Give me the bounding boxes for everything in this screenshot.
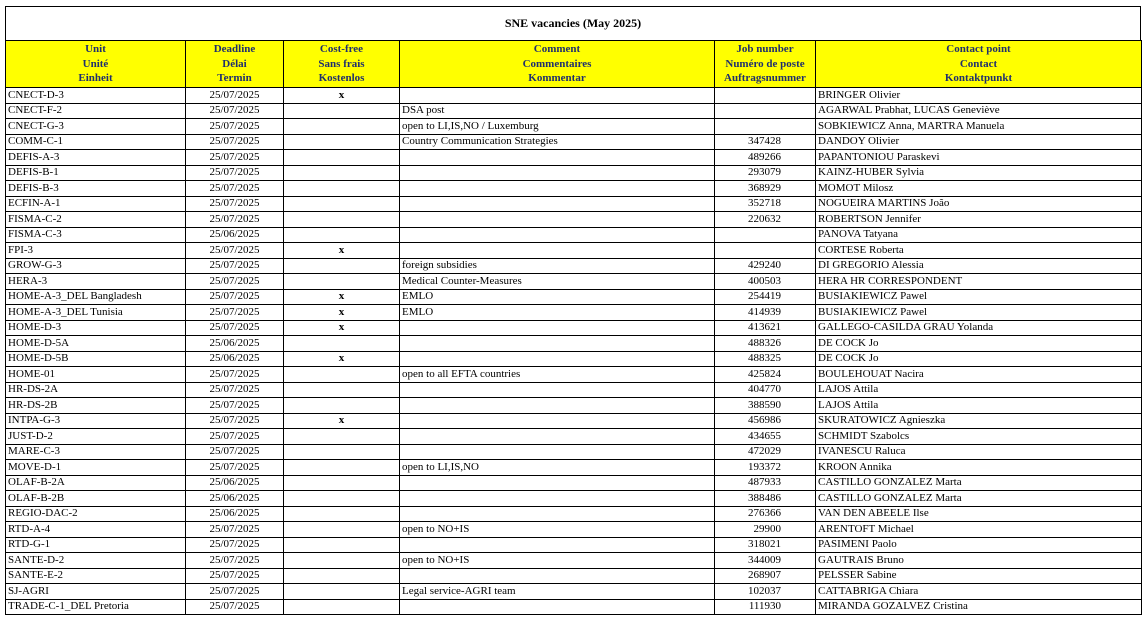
cell-comment (400, 429, 715, 445)
cell-contact: HERA HR CORRESPONDENT (816, 274, 1142, 290)
cell-job-number: 429240 (715, 258, 816, 274)
table-row (6, 181, 1142, 197)
cell-cost-free (284, 196, 400, 212)
cell-deadline: 25/07/2025 (186, 258, 284, 274)
cell-comment (400, 336, 715, 352)
table-row (6, 398, 1142, 414)
cell-deadline: 25/06/2025 (186, 506, 284, 522)
cell-cost-free (284, 367, 400, 383)
cell-job-number: 254419 (715, 289, 816, 305)
table-row (6, 584, 1142, 600)
cell-contact: CATTABRIGA Chiara (816, 584, 1142, 600)
cell-job-number: 293079 (715, 165, 816, 181)
cell-contact: DANDOY Olivier (816, 134, 1142, 150)
cell-comment (400, 88, 715, 104)
cell-comment (400, 398, 715, 414)
table-row (6, 103, 1142, 119)
cell-comment: EMLO (400, 305, 715, 321)
cell-job-number: 404770 (715, 382, 816, 398)
cell-comment (400, 150, 715, 166)
cell-comment: open to LI,IS,NO (400, 460, 715, 476)
cell-job-number: 220632 (715, 212, 816, 228)
cell-job-number: 347428 (715, 134, 816, 150)
cell-comment: Country Communication Strategies (400, 134, 715, 150)
cell-unit: CNECT-D-3 (6, 88, 186, 104)
cell-job-number: 472029 (715, 444, 816, 460)
cell-comment: Legal service-AGRI team (400, 584, 715, 600)
table-row (6, 336, 1142, 352)
cell-job-number: 388590 (715, 398, 816, 414)
cell-contact: DE COCK Jo (816, 336, 1142, 352)
cell-cost-free: x (284, 320, 400, 336)
cell-cost-free (284, 150, 400, 166)
cell-contact: PASIMENI Paolo (816, 537, 1142, 553)
cell-deadline: 25/07/2025 (186, 181, 284, 197)
cell-deadline: 25/07/2025 (186, 119, 284, 135)
cell-job-number: 434655 (715, 429, 816, 445)
header-unit: Unit Unité Einheit (6, 41, 186, 88)
header-contact-point: Contact point Contact Kontaktpunkt (816, 41, 1142, 88)
cell-unit: SANTE-E-2 (6, 568, 186, 584)
cell-contact: PELSSER Sabine (816, 568, 1142, 584)
cell-comment (400, 475, 715, 491)
cell-unit: HOME-D-3 (6, 320, 186, 336)
cell-deadline: 25/07/2025 (186, 320, 284, 336)
cell-contact: GALLEGO-CASILDA GRAU Yolanda (816, 320, 1142, 336)
cell-comment: EMLO (400, 289, 715, 305)
cell-job-number (715, 119, 816, 135)
cell-deadline: 25/07/2025 (186, 165, 284, 181)
cell-cost-free: x (284, 413, 400, 429)
cell-comment: open to LI,IS,NO / Luxemburg (400, 119, 715, 135)
cell-deadline: 25/07/2025 (186, 103, 284, 119)
table-row (6, 258, 1142, 274)
cell-cost-free (284, 181, 400, 197)
cell-cost-free (284, 568, 400, 584)
table-row (6, 599, 1142, 615)
cell-cost-free (284, 258, 400, 274)
cell-job-number: 276366 (715, 506, 816, 522)
cell-contact: PANOVA Tatyana (816, 227, 1142, 243)
cell-job-number: 268907 (715, 568, 816, 584)
cell-deadline: 25/07/2025 (186, 553, 284, 569)
table-row (6, 537, 1142, 553)
cell-unit: RTD-G-1 (6, 537, 186, 553)
cell-cost-free: x (284, 351, 400, 367)
cell-deadline: 25/07/2025 (186, 243, 284, 259)
cell-unit: COMM-C-1 (6, 134, 186, 150)
cell-job-number: 489266 (715, 150, 816, 166)
cell-unit: DEFIS-B-1 (6, 165, 186, 181)
vacancies-table (5, 40, 1142, 615)
cell-contact: CASTILLO GONZALEZ Marta (816, 491, 1142, 507)
cell-comment: open to NO+IS (400, 522, 715, 538)
cell-unit: DEFIS-A-3 (6, 150, 186, 166)
cell-contact: SKURATOWICZ Agnieszka (816, 413, 1142, 429)
cell-contact: VAN DEN ABEELE Ilse (816, 506, 1142, 522)
cell-cost-free: x (284, 289, 400, 305)
cell-unit: HR-DS-2A (6, 382, 186, 398)
cell-comment (400, 227, 715, 243)
cell-cost-free: x (284, 243, 400, 259)
cell-deadline: 25/07/2025 (186, 599, 284, 615)
cell-deadline: 25/07/2025 (186, 568, 284, 584)
cell-cost-free (284, 336, 400, 352)
cell-unit: ECFIN-A-1 (6, 196, 186, 212)
cell-comment: open to NO+IS (400, 553, 715, 569)
cell-contact: BRINGER Olivier (816, 88, 1142, 104)
cell-contact: BUSIAKIEWICZ Pawel (816, 289, 1142, 305)
cell-cost-free (284, 165, 400, 181)
cell-comment (400, 382, 715, 398)
table-row (6, 506, 1142, 522)
cell-deadline: 25/07/2025 (186, 444, 284, 460)
cell-job-number: 456986 (715, 413, 816, 429)
table-row (6, 367, 1142, 383)
table-row (6, 119, 1142, 135)
cell-job-number: 318021 (715, 537, 816, 553)
cell-cost-free (284, 398, 400, 414)
table-row (6, 413, 1142, 429)
table-row (6, 522, 1142, 538)
cell-unit: REGIO-DAC-2 (6, 506, 186, 522)
cell-contact: KAINZ-HUBER Sylvia (816, 165, 1142, 181)
cell-contact: LAJOS Attila (816, 382, 1142, 398)
cell-unit: OLAF-B-2B (6, 491, 186, 507)
cell-comment (400, 196, 715, 212)
cell-job-number: 102037 (715, 584, 816, 600)
cell-contact: GAUTRAIS Bruno (816, 553, 1142, 569)
cell-deadline: 25/07/2025 (186, 289, 284, 305)
cell-job-number: 488326 (715, 336, 816, 352)
cell-deadline: 25/07/2025 (186, 429, 284, 445)
cell-comment (400, 568, 715, 584)
table-row (6, 568, 1142, 584)
cell-contact: PAPANTONIOU Paraskevi (816, 150, 1142, 166)
cell-cost-free (284, 274, 400, 290)
cell-cost-free (284, 506, 400, 522)
cell-deadline: 25/07/2025 (186, 274, 284, 290)
cell-contact: MIRANDA GOZALVEZ Cristina (816, 599, 1142, 615)
cell-job-number: 111930 (715, 599, 816, 615)
cell-deadline: 25/06/2025 (186, 491, 284, 507)
table-row (6, 491, 1142, 507)
sheet-title: SNE vacancies (May 2025) (5, 6, 1141, 40)
cell-comment (400, 243, 715, 259)
cell-cost-free: x (284, 305, 400, 321)
cell-cost-free (284, 444, 400, 460)
cell-comment (400, 212, 715, 228)
cell-contact: LAJOS Attila (816, 398, 1142, 414)
cell-comment (400, 537, 715, 553)
table-row (6, 165, 1142, 181)
cell-contact: ARENTOFT Michael (816, 522, 1142, 538)
table-row (6, 429, 1142, 445)
cell-unit: GROW-G-3 (6, 258, 186, 274)
cell-cost-free (284, 119, 400, 135)
cell-unit: SJ-AGRI (6, 584, 186, 600)
cell-unit: RTD-A-4 (6, 522, 186, 538)
cell-deadline: 25/07/2025 (186, 196, 284, 212)
cell-job-number: 487933 (715, 475, 816, 491)
cell-comment (400, 599, 715, 615)
cell-contact: DI GREGORIO Alessia (816, 258, 1142, 274)
cell-job-number: 193372 (715, 460, 816, 476)
cell-comment (400, 165, 715, 181)
cell-contact: CORTESE Roberta (816, 243, 1142, 259)
cell-unit: HR-DS-2B (6, 398, 186, 414)
cell-cost-free (284, 429, 400, 445)
cell-deadline: 25/06/2025 (186, 475, 284, 491)
cell-deadline: 25/07/2025 (186, 460, 284, 476)
cell-cost-free (284, 491, 400, 507)
cell-unit: SANTE-D-2 (6, 553, 186, 569)
cell-deadline: 25/07/2025 (186, 522, 284, 538)
cell-deadline: 25/07/2025 (186, 398, 284, 414)
cell-unit: HERA-3 (6, 274, 186, 290)
cell-contact: ROBERTSON Jennifer (816, 212, 1142, 228)
table-row (6, 150, 1142, 166)
cell-cost-free (284, 227, 400, 243)
cell-unit: OLAF-B-2A (6, 475, 186, 491)
cell-unit: DEFIS-B-3 (6, 181, 186, 197)
cell-comment: DSA post (400, 103, 715, 119)
cell-comment (400, 506, 715, 522)
cell-job-number: 352718 (715, 196, 816, 212)
cell-unit: HOME-A-3_DEL Tunisia (6, 305, 186, 321)
cell-contact: NOGUEIRA MARTINS João (816, 196, 1142, 212)
cell-deadline: 25/07/2025 (186, 134, 284, 150)
cell-unit: TRADE-C-1_DEL Pretoria (6, 599, 186, 615)
cell-unit: MOVE-D-1 (6, 460, 186, 476)
cell-cost-free (284, 553, 400, 569)
cell-job-number: 344009 (715, 553, 816, 569)
cell-cost-free (284, 134, 400, 150)
cell-comment (400, 351, 715, 367)
cell-deadline: 25/07/2025 (186, 413, 284, 429)
cell-cost-free (284, 212, 400, 228)
table-row (6, 553, 1142, 569)
cell-deadline: 25/07/2025 (186, 150, 284, 166)
cell-unit: CNECT-F-2 (6, 103, 186, 119)
cell-unit: FISMA-C-2 (6, 212, 186, 228)
header-cost-free: Cost-free Sans frais Kostenlos (284, 41, 400, 88)
cell-job-number: 400503 (715, 274, 816, 290)
cell-unit: FPI-3 (6, 243, 186, 259)
cell-cost-free (284, 522, 400, 538)
cell-job-number: 488325 (715, 351, 816, 367)
cell-comment: Medical Counter-Measures (400, 274, 715, 290)
cell-unit: HOME-D-5A (6, 336, 186, 352)
cell-deadline: 25/06/2025 (186, 336, 284, 352)
cell-comment (400, 491, 715, 507)
cell-job-number: 425824 (715, 367, 816, 383)
header-comment: Comment Commentaires Kommentar (400, 41, 715, 88)
cell-job-number: 388486 (715, 491, 816, 507)
cell-job-number: 29900 (715, 522, 816, 538)
cell-deadline: 25/07/2025 (186, 305, 284, 321)
cell-deadline: 25/07/2025 (186, 88, 284, 104)
cell-contact: KROON Annika (816, 460, 1142, 476)
cell-contact: SCHMIDT Szabolcs (816, 429, 1142, 445)
cell-job-number (715, 243, 816, 259)
cell-contact: BUSIAKIEWICZ Pawel (816, 305, 1142, 321)
cell-cost-free (284, 103, 400, 119)
cell-comment (400, 413, 715, 429)
cell-contact: IVANESCU Raluca (816, 444, 1142, 460)
cell-job-number (715, 227, 816, 243)
table-row (6, 460, 1142, 476)
cell-cost-free (284, 537, 400, 553)
table-row (6, 134, 1142, 150)
cell-deadline: 25/07/2025 (186, 367, 284, 383)
cell-deadline: 25/07/2025 (186, 212, 284, 228)
cell-cost-free (284, 584, 400, 600)
cell-contact: BOULEHOUAT Nacira (816, 367, 1142, 383)
cell-deadline: 25/06/2025 (186, 351, 284, 367)
cell-contact: MOMOT Milosz (816, 181, 1142, 197)
table-row (6, 227, 1142, 243)
header-row (6, 41, 1142, 88)
cell-comment: foreign subsidies (400, 258, 715, 274)
cell-unit: FISMA-C-3 (6, 227, 186, 243)
cell-unit: JUST-D-2 (6, 429, 186, 445)
cell-cost-free (284, 599, 400, 615)
table-row (6, 212, 1142, 228)
cell-comment (400, 181, 715, 197)
cell-contact: SOBKIEWICZ Anna, MARTRA Manuela (816, 119, 1142, 135)
cell-cost-free: x (284, 88, 400, 104)
cell-job-number (715, 103, 816, 119)
cell-unit: INTPA-G-3 (6, 413, 186, 429)
cell-cost-free (284, 382, 400, 398)
table-row (6, 382, 1142, 398)
header-deadline: Deadline Délai Termin (186, 41, 284, 88)
cell-contact: DE COCK Jo (816, 351, 1142, 367)
cell-job-number: 368929 (715, 181, 816, 197)
table-row (6, 320, 1142, 336)
cell-job-number (715, 88, 816, 104)
table-row (6, 88, 1142, 104)
cell-deadline: 25/07/2025 (186, 584, 284, 600)
vacancies-sheet (5, 6, 1141, 615)
cell-unit: HOME-01 (6, 367, 186, 383)
cell-comment: open to all EFTA countries (400, 367, 715, 383)
cell-unit: CNECT-G-3 (6, 119, 186, 135)
header-job-number: Job number Numéro de poste Auftragsnummer (715, 41, 816, 88)
cell-unit: HOME-D-5B (6, 351, 186, 367)
table-row (6, 274, 1142, 290)
cell-deadline: 25/06/2025 (186, 227, 284, 243)
cell-deadline: 25/07/2025 (186, 382, 284, 398)
cell-unit: HOME-A-3_DEL Bangladesh (6, 289, 186, 305)
table-row (6, 196, 1142, 212)
table-row (6, 475, 1142, 491)
table-row (6, 243, 1142, 259)
cell-contact: CASTILLO GONZALEZ Marta (816, 475, 1142, 491)
table-body (6, 88, 1142, 615)
table-row (6, 289, 1142, 305)
cell-cost-free (284, 460, 400, 476)
cell-job-number: 414939 (715, 305, 816, 321)
cell-comment (400, 320, 715, 336)
cell-unit: MARE-C-3 (6, 444, 186, 460)
table-row (6, 305, 1142, 321)
table-row (6, 444, 1142, 460)
cell-contact: AGARWAL Prabhat, LUCAS Geneviève (816, 103, 1142, 119)
table-row (6, 351, 1142, 367)
cell-comment (400, 444, 715, 460)
cell-cost-free (284, 475, 400, 491)
cell-deadline: 25/07/2025 (186, 537, 284, 553)
cell-job-number: 413621 (715, 320, 816, 336)
